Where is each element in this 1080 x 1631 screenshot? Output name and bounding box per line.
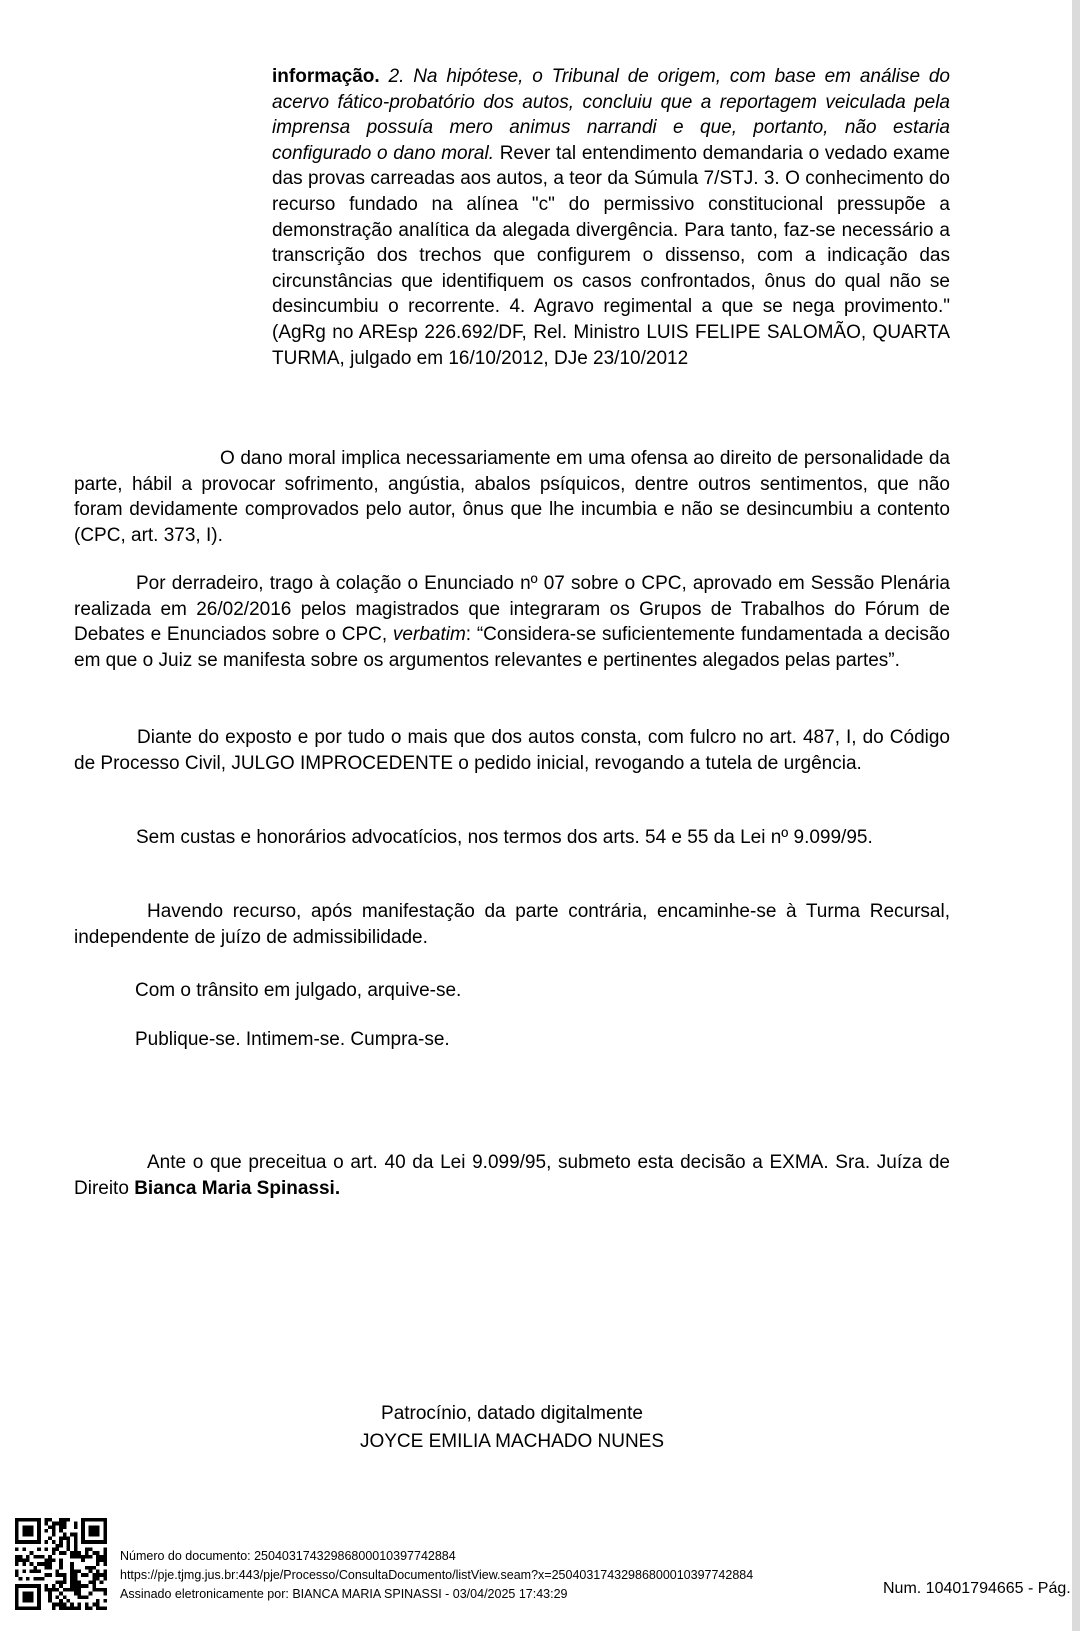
text-segment: 2. Na hipótese, o Tribunal de origem, com base em análise do acervo fático-probatório dos autos, concluiu que a reportagem veiculada pela imprensa possuía mero animus narrandi e que, portanto, não estaria configurado o dano moral. — [272, 66, 950, 164]
paragraph-custas — [74, 825, 950, 851]
text-segment: informação. — [272, 66, 389, 87]
footer-metadata — [120, 1547, 753, 1603]
paragraph-recurso — [74, 899, 950, 950]
signature-place-date: Patrocínio, datado digitalmente — [381, 1403, 643, 1424]
signature-name: JOYCE EMILIA MACHADO NUNES — [359, 1430, 665, 1452]
text-segment: Diante do exposto e por tudo o mais que dos autos consta, com fulcro no art. 487, I, do Código de Processo Civil, JULGO IMPROCEDENTE o pedido inicial, revogando a tutela de urgência. — [74, 727, 950, 774]
page-edge-strip — [1072, 0, 1080, 1631]
qr-code — [15, 1518, 107, 1610]
text-segment: Bianca Maria Spinassi. — [134, 1177, 341, 1199]
text-segment: : “Considera-se suficientemente fundamentada a decisão em que o Juiz se manifesta sobre os argumentos relevantes e pertinentes alegados pelas partes”. — [74, 624, 950, 671]
document-number: Número do documento: 25040317432986800010397742884 — [120, 1549, 456, 1563]
paragraph-julgamento — [74, 725, 950, 776]
signature-block — [74, 1400, 950, 1455]
text-segment: Por derradeiro, trago à colação o Enunciado nº 07 sobre o CPC, aprovado em Sessão Plenária realizada em 26/02/2016 pelos magistrados que integraram os Grupos de Trabalhos do Fórum de Debates e Enunciados sobre o CPC, — [74, 573, 950, 646]
text-segment: Com o trânsito em julgado, arquive-se. — [135, 980, 462, 1001]
paragraph-publique — [74, 1027, 950, 1053]
citation-block — [272, 64, 950, 371]
text-segment: Rever tal entendimento demandaria o vedado exame das provas carreadas aos autos, a teor da Súmula 7/STJ. 3. O conhecimento do recurso fundado na alínea "c" do permissivo constitucional pressupõe a demonstração analítica da alegada divergência. Para tanto, faz-se necessário a transcrição dos trechos que configurem o dissenso, com a indicação das circunstâncias que identifiquem os casos confrontados, ônus do qual não se desincumbiu o recorrente. 4. Agravo regimental a que se nega provimento." (AgRg no AREsp 226.692/DF, Rel. Ministro LUIS FELIPE SALOMÃO, QUARTA TURMA, julgado em 16/10/2012, DJe 23/10/2012 — [272, 142, 950, 369]
paragraph-transito — [74, 978, 950, 1004]
text-segment: Havendo recurso, após manifestação da parte contrária, encaminhe-se à Turma Recursal, independente de juízo de admissibilidade. — [74, 901, 950, 948]
paragraph-enunciado-cpc — [74, 571, 950, 673]
electronic-signature-info: Assinado eletronicamente por: BIANCA MARIA SPINASSI - 03/04/2025 17:43:29 — [120, 1586, 568, 1601]
text-segment: Publique-se. Intimem-se. Cumpra-se. — [135, 1029, 450, 1050]
text-segment: O dano moral implica necessariamente em uma ofensa ao direito de personalidade da parte, hábil a provocar sofrimento, angústia, abalos psíquicos, dentre outros sentimentos, que não foram devidamente comprovados pelo autor, ônus que lhe incumbia e não se desincumbiu a contento (CPC, art. 373, I). — [74, 448, 950, 546]
text-segment: verbatim — [392, 624, 466, 646]
text-segment: Sem custas e honorários advocatícios, nos termos dos arts. 54 e 55 da Lei nº 9.099/95. — [136, 827, 873, 848]
paragraph-dano-moral — [74, 446, 950, 548]
page-number-stamp: Num. 10401794665 - Pág. — [883, 1580, 1071, 1597]
text-segment: Ante o que preceitua o art. 40 da Lei 9.099/95, submeto esta decisão a EXMA. Sra. Juíza de Direito — [74, 1152, 950, 1199]
paragraph-submissao-juiza — [74, 1150, 950, 1201]
verification-url: https://pje.tjmg.jus.br:443/pje/Processo/ConsultaDocumento/listView.seam?x=25040317432986800010397742884 — [120, 1567, 754, 1582]
